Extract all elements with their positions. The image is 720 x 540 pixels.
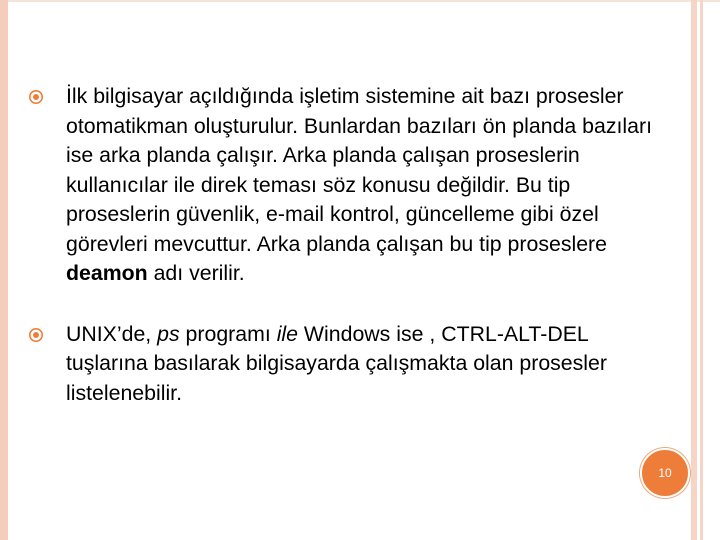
frame-left-border (0, 0, 8, 540)
frame-right-border (691, 0, 697, 540)
frame-right-inner-border (700, 0, 703, 540)
bullet-1-text: İlk bilgisayar açıldığında işletim sistemine ait bazı prosesler otomatikman oluşturulur. Bunlardan bazıları ön planda bazıları ise arka planda çalışır. Arka planda çalışan proseslerin kullanıcılar ile direk teması söz konusu değildir. Bu tip proseslerin güvenlik, e-mail kontrol, güncelleme gibi özel görevleri mevcuttur. Arka planda çalışan bu tip proseslere (66, 84, 653, 256)
bullet-item-deamon (28, 82, 658, 289)
sun-bullet-icon (28, 89, 44, 105)
slide-content (28, 82, 658, 408)
bullet-2-italic-ps: ps (157, 321, 180, 346)
bullet-item-process-list (28, 320, 658, 409)
bullet-2-text-start: UNIX’de, (66, 321, 158, 346)
bullet-1-bold-term: deamon (66, 261, 148, 285)
bullet-2-italic-ile: ile (276, 321, 299, 346)
bullet-1-text-end: adı verilir. (147, 261, 245, 285)
page-number-badge: 10 (640, 448, 690, 498)
frame-top-border (0, 0, 720, 2)
bullet-2-text-end: Windows ise , CTRL-ALT-DEL tuşlarına basılarak bilgisayarda çalışmakta olan prosesler listelenebilir. (66, 321, 607, 405)
sun-bullet-icon (28, 327, 44, 343)
bullet-2-text-mid: programı (179, 321, 277, 346)
